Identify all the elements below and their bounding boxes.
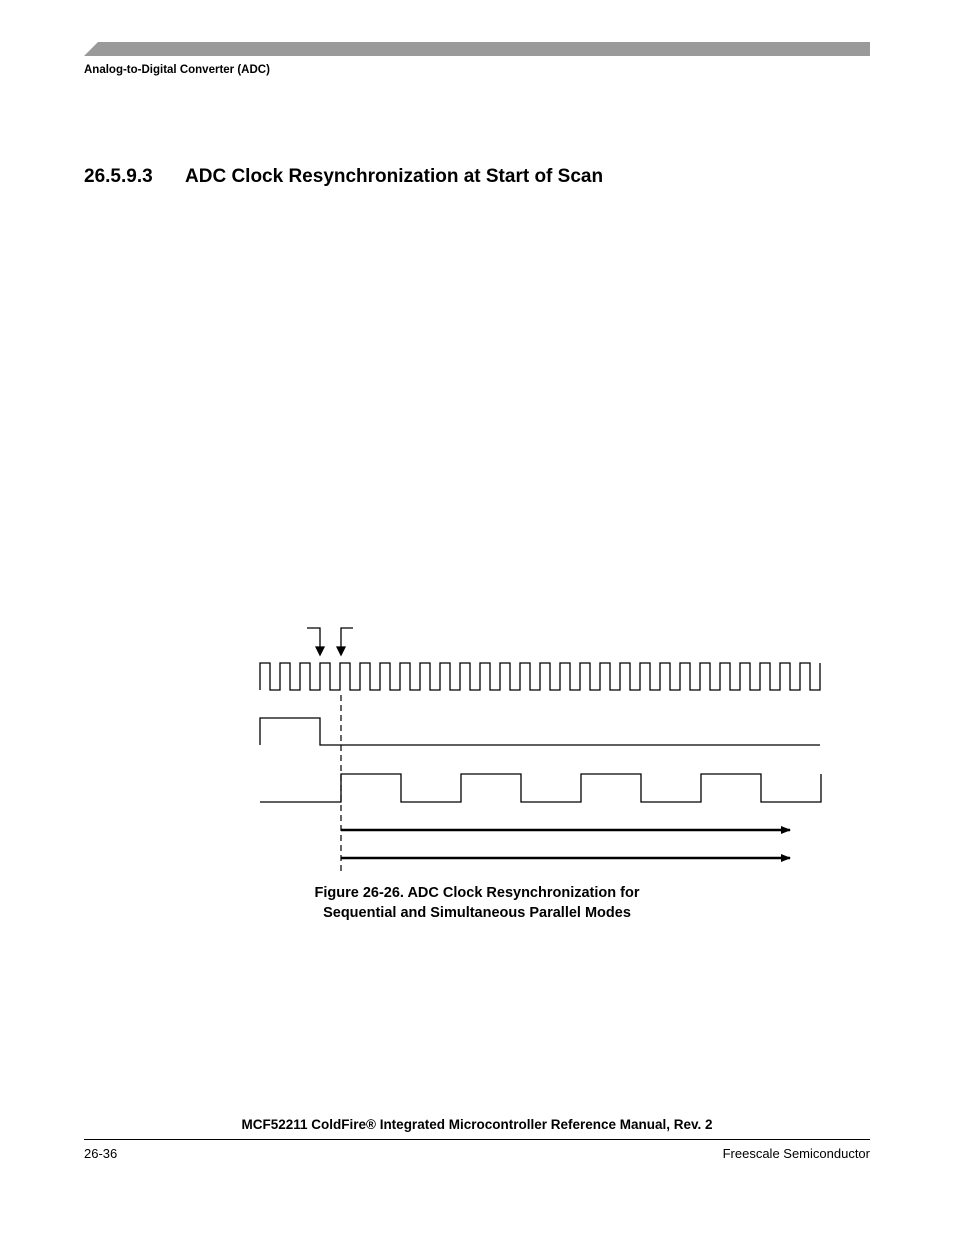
figure-caption-line: Figure 26-26. ADC Clock Resynchronization for — [314, 885, 640, 901]
sync-edge-arrows — [307, 628, 353, 655]
section-title: ADC Clock Resynchronization at Start of Scan — [185, 166, 604, 187]
company-name: Freescale Semiconductor — [722, 1146, 870, 1161]
adc-clock-waveform — [260, 774, 821, 802]
timing-diagram — [0, 600, 954, 880]
page-number: 26-36 — [84, 1146, 118, 1161]
footer-manual-title: MCF52211 ColdFire® Integrated Microcontroller Reference Manual, Rev. 2 — [241, 1117, 713, 1132]
section-heading — [84, 166, 603, 188]
footer-divider — [84, 1139, 870, 1140]
figure-caption — [252, 883, 702, 923]
header-bar — [0, 0, 954, 60]
fast-clock-waveform — [260, 663, 820, 690]
section-number: 26.5.9.3 — [84, 166, 153, 187]
running-head: Analog-to-Digital Converter (ADC) — [84, 64, 270, 76]
start-signal-waveform — [260, 718, 820, 745]
figure-caption-line: Sequential and Simultaneous Parallel Modes — [323, 905, 631, 921]
